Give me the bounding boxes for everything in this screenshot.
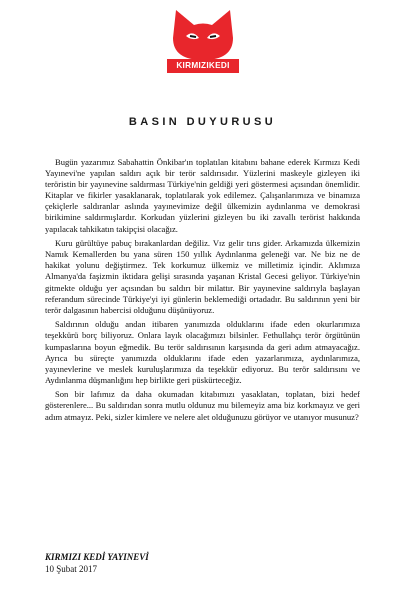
- press-release-body: [45, 157, 360, 426]
- kirmizi-kedi-logo: [167, 8, 239, 74]
- document-title: BASIN DUYURUSU: [128, 116, 277, 128]
- logo-brand-text: KIRMIZIKEDI: [167, 59, 239, 73]
- signature-block: [45, 551, 360, 575]
- signature-date: 10 Şubat 2017: [45, 564, 98, 574]
- paragraph-2: Kuru gürültüye pabuç bırakanlardan değiliz. Vız gelir tırıs gider. Arkamızda ülkemizin Namık Kemallerden bu yana süren 150 yıllık Aydınlanma geleneği var. Ne biz ne de hakikat yolunu değiştirmez. Tek korkumuz ülkemiz ve milletimiz içindir. Aklımıza Almanya'da faşizmin iktidara gelişi sırasında yaşanan Kristal Gecesi geliyor. Türkiye'nin gitmekte olduğu yer açısından bu saldırı bir milattır. Bir yayınevine saldırıyla başlayan referandum sürecinde Türkiye'yi iyi günlerin beklemediği ortadadır. Bu saldırının yeni bir terör dalgasının habercisi olduğunu düşünüyoruz.: [45, 238, 360, 315]
- paragraph-4: Son bir lafımız da daha okumadan kitabımızı yasaklatan, toplatan, bizi hedef gösterenlere... Bu saldırıdan sonra mutlu oldunuz mu bilemeyiz ama biz korkmayız ve geri adım atmayız. Peki, sizler kimlere ve nelere alet olduğunuzu görüyor ve utanıyor musunuz?: [45, 389, 360, 422]
- paragraph-3: Saldırının olduğu andan itibaren yanımızda olduklarını ifade eden okurlarımıza teşekkürü borç biliyoruz. Onlara layık olacağımızı bilsinler. Fethullahçı terör örgütünün kumpaslarına boyun eğmedik. Bu terör saldırısının karşısında da geri adım atmayacağız. Ayrıca bu süreçte yanımızda olduklarını ifade eden yazarlarımıza, aydınlarımıza, yayınevlerine ve meslek kuruluşlarımıza da teşekkür ediyoruz. Bu terör saldırısını ve Aydınlanma düşmanlığını hep birlikte geri püskürteceğiz.: [45, 319, 360, 385]
- red-cat-icon: [167, 8, 239, 60]
- paragraph-1: Bugün yazarımız Sabahattin Önkibar'ın toplatılan kitabını bahane ederek Kırmızı Kedi Yayınevi'ne yapılan saldırı açık bir terör saldırısıdır. Yüzlerini maskeyle gizleyen iki teröristin bir yayınevine saldırması Türkiye'nin geldiği yeri göstermesi açısından önemlidir. Kitaplar ve fikirler yasaklanarak, toplatılarak yok edilemez. Çalışanlarımıza ve binamıza çekiçlerle saldıranlar aslında yayınevimize değil ülkemizin aydınlanma ve demokrasi birikimine saldırmışlardır. Korkudan yüzlerini gizleyen bu iki zavallı terörist hakkında yapılacak tahkikatın takipçisi olacağız.: [45, 157, 360, 234]
- signature-name: KIRMIZI KEDİ YAYINEVİ: [45, 552, 149, 562]
